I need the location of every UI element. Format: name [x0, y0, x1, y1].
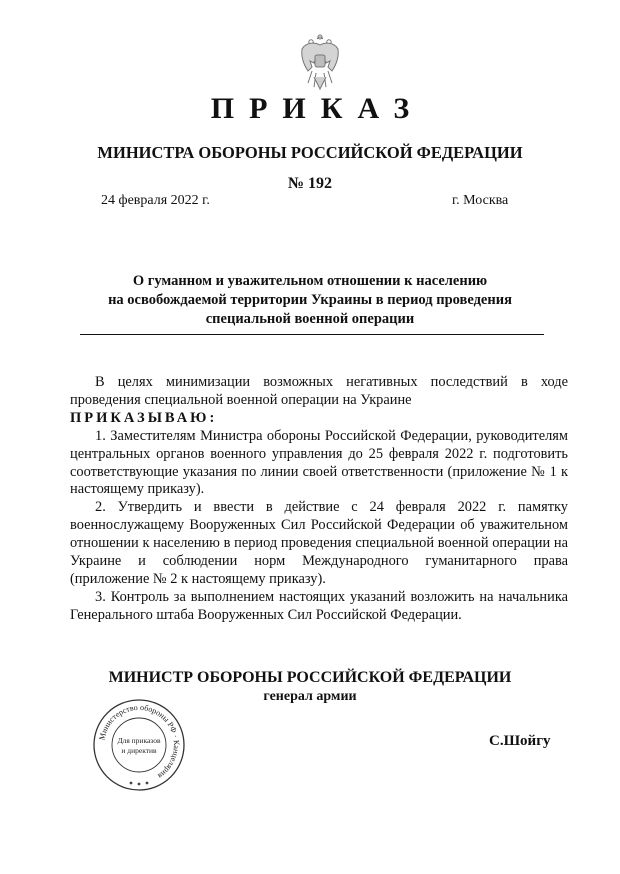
subject-line: О гуманном и уважительном отношении к населению	[132, 273, 488, 289]
order-body	[70, 374, 568, 625]
double-headed-eagle-emblem-icon	[298, 33, 342, 91]
preamble-paragraph: В целях минимизации возможных негативных последствий в ходе проведения специальной военной операции на Украине	[70, 374, 568, 408]
order-date: 24 февраля 2022 г.	[101, 193, 210, 208]
signatory-rank: генерал армии	[263, 689, 357, 704]
document-title: ПРИКАЗ	[210, 92, 425, 125]
stamp-center-text: и директив	[121, 746, 157, 755]
order-city: г. Москва	[452, 193, 509, 208]
subject-line: на освобождаемой территории Украины в период проведения	[108, 292, 512, 308]
order-number: № 192	[287, 175, 333, 192]
order-subject	[70, 272, 550, 329]
signatory-position: МИНИСТР ОБОРОНЫ РОССИЙСКОЙ ФЕДЕРАЦИИ	[108, 669, 512, 686]
order-item: 1. Заместителям Министра обороны Российской Федерации, руководителям центральных органов военного управления до 25 февраля 2022 г. подготовить соответствующие указания по линии своей ответственности (приложение № 1 к настоящему приказу).	[70, 427, 568, 498]
signatory-name: С.Шойгу	[489, 733, 551, 749]
subject-line: специальной военной операции	[205, 311, 415, 327]
stamp-center-text: Для приказов	[117, 736, 161, 745]
order-directive-word: ПРИКАЗЫВАЮ:	[70, 409, 218, 426]
office-stamp	[91, 697, 187, 793]
order-item: 2. Утвердить и ввести в действие с 24 февраля 2022 г. памятку военнослужащему Вооруженных Сил Российской Федерации об уважительном отношении к населению в период проведения специальной военной операции на Украине и соблюдении норм Международного гуманитарного права (приложение № 2 к настоящему приказу).	[70, 499, 568, 587]
subject-underline	[80, 334, 544, 335]
order-item: 3. Контроль за выполнением настоящих указаний возложить на начальника Генерального штаба Вооруженных Сил Российской Федерации.	[70, 588, 568, 623]
issuer-heading: МИНИСТРА ОБОРОНЫ РОССИЙСКОЙ ФЕДЕРАЦИИ	[97, 143, 523, 162]
stamp-ring-text: Министерство обороны РФ · Канцелярия	[97, 702, 182, 781]
